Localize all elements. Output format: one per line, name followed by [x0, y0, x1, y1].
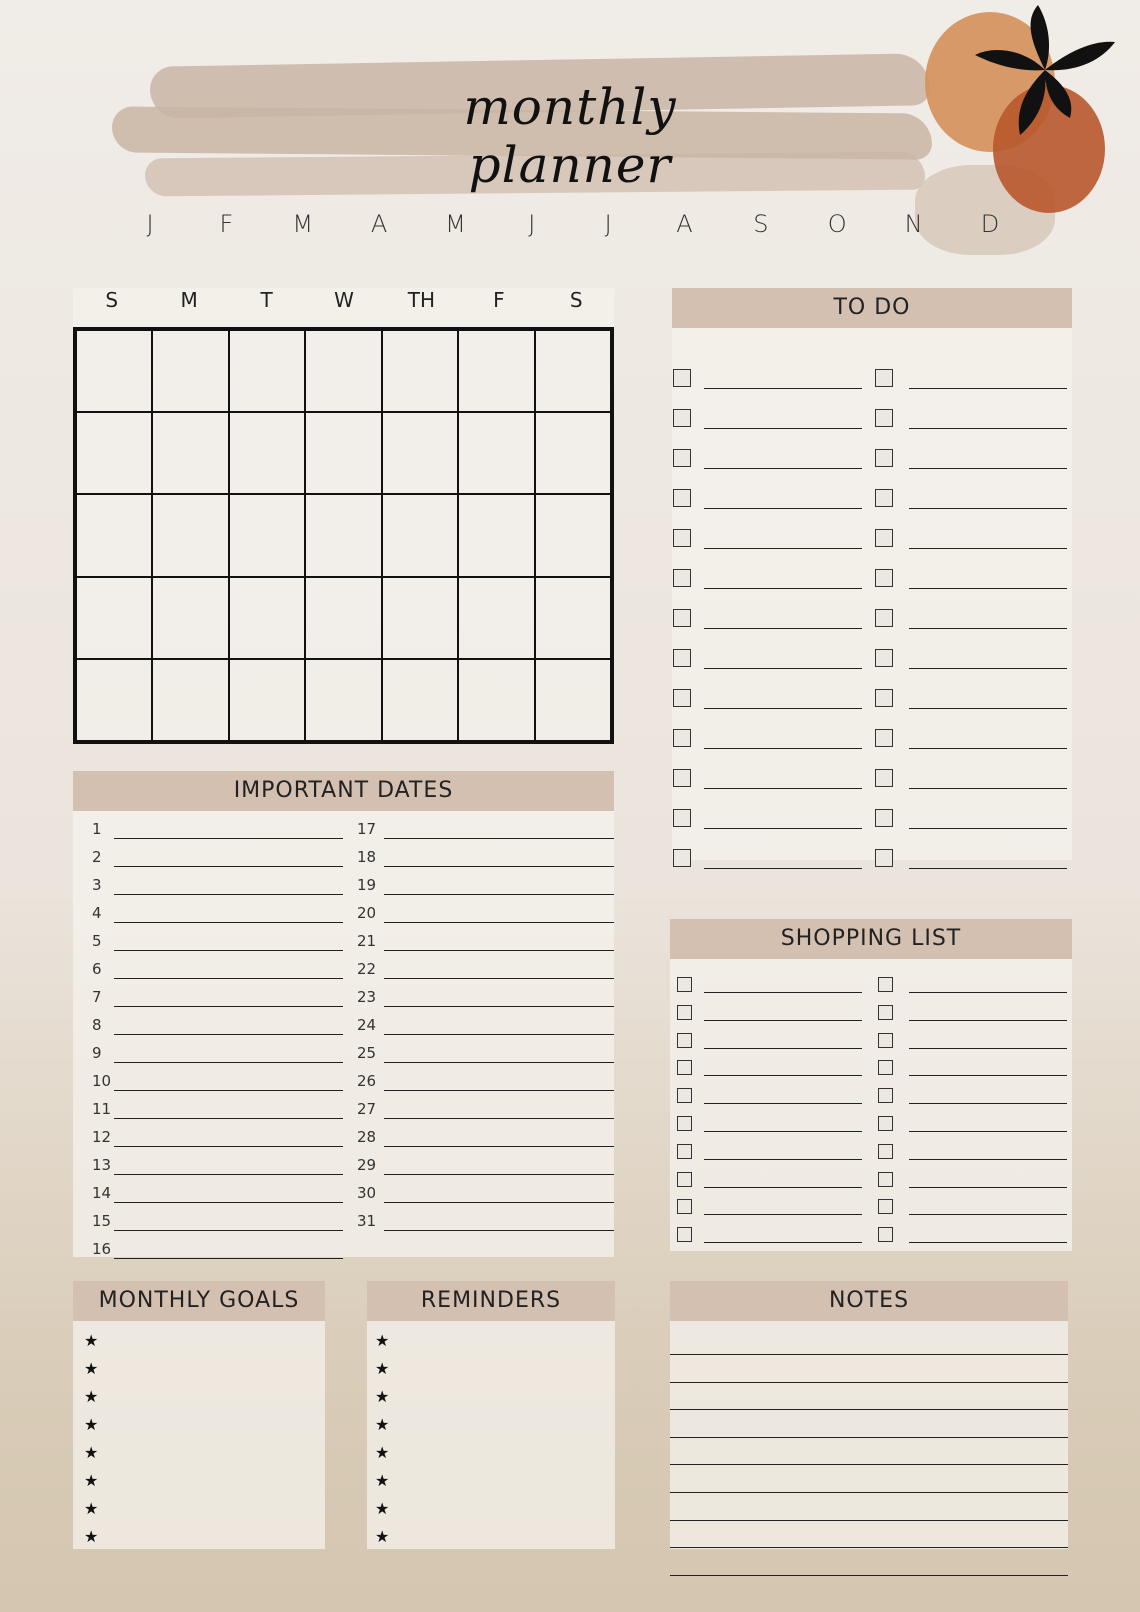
- date-number: 5: [92, 932, 102, 950]
- todo-line[interactable]: [909, 628, 1067, 629]
- calendar-cell[interactable]: [152, 412, 228, 494]
- date-number: 31: [357, 1212, 377, 1230]
- calendar-cell[interactable]: [229, 494, 305, 576]
- reminders-panel: [367, 1321, 615, 1549]
- shopping-checkbox[interactable]: [677, 1033, 692, 1048]
- shopping-line[interactable]: [704, 1075, 862, 1076]
- todo-checkbox[interactable]: [875, 369, 893, 387]
- date-number: 12: [92, 1128, 112, 1146]
- date-number: 4: [92, 904, 102, 922]
- todo-line[interactable]: [704, 468, 862, 469]
- shopping-line[interactable]: [909, 1242, 1067, 1243]
- reminder-star-icon: ★: [375, 1499, 390, 1518]
- date-line[interactable]: [114, 978, 343, 979]
- shopping-checkbox[interactable]: [878, 1060, 893, 1075]
- todo-line[interactable]: [909, 708, 1067, 709]
- month-1[interactable]: J: [146, 210, 154, 238]
- reminder-star-icon: ★: [375, 1387, 390, 1406]
- monthly-goals-header: MONTHLY GOALS: [73, 1281, 325, 1321]
- calendar-cell[interactable]: [152, 494, 228, 576]
- shopping-checkbox[interactable]: [677, 1227, 692, 1242]
- calendar-cell[interactable]: [76, 659, 152, 741]
- notes-line[interactable]: [670, 1520, 1068, 1521]
- todo-panel: [672, 328, 1072, 860]
- todo-line[interactable]: [909, 428, 1067, 429]
- todo-checkbox[interactable]: [673, 729, 691, 747]
- goal-star-icon: ★: [84, 1443, 99, 1462]
- date-number: 18: [357, 848, 377, 866]
- todo-line[interactable]: [704, 748, 862, 749]
- todo-checkbox[interactable]: [673, 369, 691, 387]
- todo-line[interactable]: [704, 828, 862, 829]
- date-number: 22: [357, 960, 377, 978]
- shopping-checkbox[interactable]: [878, 977, 893, 992]
- calendar-cell[interactable]: [76, 412, 152, 494]
- calendar-cell[interactable]: [458, 330, 534, 412]
- date-line[interactable]: [114, 1118, 343, 1119]
- calendar-cell[interactable]: [229, 577, 305, 659]
- goal-star-icon: ★: [84, 1499, 99, 1518]
- shopping-checkbox[interactable]: [677, 1144, 692, 1159]
- calendar-cell[interactable]: [76, 577, 152, 659]
- calendar-cell[interactable]: [305, 577, 381, 659]
- shopping-checkbox[interactable]: [677, 1116, 692, 1131]
- shopping-checkbox[interactable]: [878, 1144, 893, 1159]
- notes-line[interactable]: [670, 1547, 1068, 1548]
- date-line[interactable]: [114, 894, 343, 895]
- notes-line[interactable]: [670, 1464, 1068, 1465]
- todo-line[interactable]: [909, 468, 1067, 469]
- shopping-checkbox[interactable]: [878, 1172, 893, 1187]
- calendar-cell[interactable]: [382, 330, 458, 412]
- todo-checkbox[interactable]: [875, 489, 893, 507]
- shopping-line[interactable]: [909, 1159, 1067, 1160]
- shopping-line[interactable]: [909, 1214, 1067, 1215]
- weekday-label: S: [569, 288, 583, 312]
- shopping-line[interactable]: [704, 1187, 862, 1188]
- date-line[interactable]: [114, 1174, 343, 1175]
- todo-checkbox[interactable]: [875, 649, 893, 667]
- date-number: 19: [357, 876, 377, 894]
- todo-checkbox[interactable]: [875, 609, 893, 627]
- todo-line[interactable]: [704, 508, 862, 509]
- calendar-cell[interactable]: [76, 330, 152, 412]
- goal-star-icon: ★: [84, 1359, 99, 1378]
- calendar-grid[interactable]: [73, 327, 614, 744]
- weekday-header: [73, 288, 615, 312]
- notes-line[interactable]: [670, 1409, 1068, 1410]
- date-number: 6: [92, 960, 102, 978]
- shopping-checkbox[interactable]: [677, 977, 692, 992]
- date-line[interactable]: [384, 950, 614, 951]
- date-line[interactable]: [114, 950, 343, 951]
- todo-line[interactable]: [704, 788, 862, 789]
- calendar-cell[interactable]: [458, 494, 534, 576]
- date-line[interactable]: [384, 1202, 614, 1203]
- date-number: 11: [92, 1100, 112, 1118]
- notes-line[interactable]: [670, 1382, 1068, 1383]
- calendar-cell[interactable]: [535, 577, 611, 659]
- shopping-line[interactable]: [704, 1048, 862, 1049]
- date-line[interactable]: [384, 1146, 614, 1147]
- todo-line[interactable]: [704, 588, 862, 589]
- date-number: 29: [357, 1156, 377, 1174]
- date-line[interactable]: [384, 1174, 614, 1175]
- date-number: 28: [357, 1128, 377, 1146]
- shopping-line[interactable]: [704, 1103, 862, 1104]
- todo-line[interactable]: [704, 668, 862, 669]
- weekday-label: T: [260, 288, 273, 312]
- calendar-cell[interactable]: [535, 494, 611, 576]
- todo-checkbox[interactable]: [875, 409, 893, 427]
- date-number: 30: [357, 1184, 377, 1202]
- weekday-label: S: [105, 288, 119, 312]
- todo-line[interactable]: [909, 828, 1067, 829]
- calendar-cell[interactable]: [458, 659, 534, 741]
- date-line[interactable]: [114, 838, 343, 839]
- notes-line[interactable]: [670, 1437, 1068, 1438]
- shopping-line[interactable]: [909, 1187, 1067, 1188]
- calendar-cell[interactable]: [229, 330, 305, 412]
- calendar-cell[interactable]: [382, 659, 458, 741]
- todo-checkbox[interactable]: [673, 689, 691, 707]
- shopping-line[interactable]: [909, 1103, 1067, 1104]
- shopping-checkbox[interactable]: [677, 1088, 692, 1103]
- todo-line[interactable]: [704, 428, 862, 429]
- shopping-checkbox[interactable]: [677, 1060, 692, 1075]
- important-dates-header: IMPORTANT DATES: [73, 771, 614, 811]
- todo-checkbox[interactable]: [673, 769, 691, 787]
- shopping-checkbox[interactable]: [677, 1005, 692, 1020]
- notes-panel: [670, 1321, 1068, 1549]
- shopping-line[interactable]: [909, 992, 1067, 993]
- calendar-cell[interactable]: [535, 659, 611, 741]
- calendar-cell[interactable]: [305, 659, 381, 741]
- month-5[interactable]: M: [445, 210, 466, 238]
- date-number: 21: [357, 932, 377, 950]
- date-number: 20: [357, 904, 377, 922]
- month-selector: [130, 210, 1010, 238]
- month-8[interactable]: A: [676, 210, 693, 238]
- reminder-star-icon: ★: [375, 1527, 390, 1546]
- calendar-cell[interactable]: [458, 577, 534, 659]
- calendar-cell[interactable]: [152, 577, 228, 659]
- calendar-cell[interactable]: [535, 412, 611, 494]
- date-line[interactable]: [114, 1006, 343, 1007]
- date-line[interactable]: [384, 1006, 614, 1007]
- weekday-label: F: [493, 288, 505, 312]
- calendar-cell[interactable]: [229, 412, 305, 494]
- todo-header: TO DO: [672, 288, 1072, 328]
- goal-star-icon: ★: [84, 1527, 99, 1546]
- date-line[interactable]: [384, 1034, 614, 1035]
- todo-checkbox[interactable]: [875, 689, 893, 707]
- shopping-line[interactable]: [704, 1242, 862, 1243]
- todo-checkbox[interactable]: [673, 489, 691, 507]
- todo-line[interactable]: [909, 548, 1067, 549]
- notes-header: NOTES: [670, 1281, 1068, 1321]
- calendar-cell[interactable]: [535, 330, 611, 412]
- month-7[interactable]: J: [604, 210, 612, 238]
- goal-star-icon: ★: [84, 1387, 99, 1406]
- date-line[interactable]: [384, 1062, 614, 1063]
- date-number: 10: [92, 1072, 112, 1090]
- shopping-line[interactable]: [909, 1048, 1067, 1049]
- shopping-line[interactable]: [909, 1131, 1067, 1132]
- shopping-line[interactable]: [704, 1159, 862, 1160]
- todo-checkbox[interactable]: [673, 449, 691, 467]
- date-line[interactable]: [384, 894, 614, 895]
- date-line[interactable]: [114, 1034, 343, 1035]
- shopping-line[interactable]: [704, 1020, 862, 1021]
- date-line[interactable]: [114, 1202, 343, 1203]
- todo-line[interactable]: [909, 868, 1067, 869]
- shopping-checkbox[interactable]: [878, 1199, 893, 1214]
- shopping-checkbox[interactable]: [878, 1088, 893, 1103]
- shopping-line[interactable]: [909, 1075, 1067, 1076]
- todo-checkbox[interactable]: [875, 729, 893, 747]
- date-number: 17: [357, 820, 377, 838]
- date-line[interactable]: [384, 1230, 614, 1231]
- date-line[interactable]: [384, 922, 614, 923]
- date-line[interactable]: [384, 866, 614, 867]
- todo-checkbox[interactable]: [673, 529, 691, 547]
- date-number: 27: [357, 1100, 377, 1118]
- date-number: 24: [357, 1016, 377, 1034]
- calendar-cell[interactable]: [458, 412, 534, 494]
- date-line[interactable]: [384, 1118, 614, 1119]
- goal-star-icon: ★: [84, 1331, 99, 1350]
- todo-checkbox[interactable]: [673, 649, 691, 667]
- month-12[interactable]: D: [980, 210, 1000, 238]
- reminder-star-icon: ★: [375, 1415, 390, 1434]
- goal-star-icon: ★: [84, 1471, 99, 1490]
- todo-line[interactable]: [909, 748, 1067, 749]
- todo-checkbox[interactable]: [875, 809, 893, 827]
- todo-line[interactable]: [909, 388, 1067, 389]
- shopping-list-header: SHOPPING LIST: [670, 919, 1072, 959]
- todo-checkbox[interactable]: [673, 849, 691, 867]
- date-number: 15: [92, 1212, 112, 1230]
- date-number: 2: [92, 848, 102, 866]
- calendar-cell[interactable]: [382, 412, 458, 494]
- reminder-star-icon: ★: [375, 1331, 390, 1350]
- date-number: 1: [92, 820, 102, 838]
- month-10[interactable]: O: [827, 210, 847, 238]
- todo-line[interactable]: [909, 508, 1067, 509]
- date-line[interactable]: [114, 1230, 343, 1231]
- goal-star-icon: ★: [84, 1415, 99, 1434]
- todo-checkbox[interactable]: [673, 569, 691, 587]
- date-number: 3: [92, 876, 102, 894]
- date-number: 25: [357, 1044, 377, 1062]
- shopping-line[interactable]: [704, 992, 862, 993]
- date-line[interactable]: [114, 866, 343, 867]
- todo-line[interactable]: [704, 868, 862, 869]
- month-6[interactable]: J: [528, 210, 536, 238]
- reminders-header: REMINDERS: [367, 1281, 615, 1321]
- todo-line[interactable]: [704, 708, 862, 709]
- month-2[interactable]: F: [219, 210, 234, 238]
- weekday-label: TH: [407, 288, 436, 312]
- calendar-cell[interactable]: [152, 330, 228, 412]
- todo-line[interactable]: [704, 628, 862, 629]
- month-3[interactable]: M: [292, 210, 314, 238]
- todo-checkbox[interactable]: [673, 609, 691, 627]
- shopping-checkbox[interactable]: [677, 1199, 692, 1214]
- reminder-star-icon: ★: [375, 1471, 390, 1490]
- todo-checkbox[interactable]: [875, 569, 893, 587]
- date-line[interactable]: [114, 1090, 343, 1091]
- calendar-cell[interactable]: [76, 494, 152, 576]
- date-number: 7: [92, 988, 102, 1006]
- shopping-checkbox[interactable]: [878, 1227, 893, 1242]
- reminder-star-icon: ★: [375, 1443, 390, 1462]
- calendar-cell[interactable]: [152, 659, 228, 741]
- todo-checkbox[interactable]: [875, 449, 893, 467]
- date-number: 9: [92, 1044, 102, 1062]
- month-4[interactable]: A: [370, 210, 388, 238]
- calendar-cell[interactable]: [229, 659, 305, 741]
- calendar-cell[interactable]: [305, 412, 381, 494]
- shopping-checkbox[interactable]: [878, 1116, 893, 1131]
- todo-line[interactable]: [704, 548, 862, 549]
- shopping-line[interactable]: [704, 1214, 862, 1215]
- todo-checkbox[interactable]: [875, 769, 893, 787]
- page-title: monthly planner: [463, 78, 677, 194]
- shopping-line[interactable]: [909, 1020, 1067, 1021]
- todo-line[interactable]: [704, 388, 862, 389]
- shopping-checkbox[interactable]: [878, 1005, 893, 1020]
- month-9[interactable]: S: [753, 210, 769, 238]
- todo-checkbox[interactable]: [875, 529, 893, 547]
- notes-line[interactable]: [670, 1492, 1068, 1493]
- date-line[interactable]: [384, 838, 614, 839]
- reminder-star-icon: ★: [375, 1359, 390, 1378]
- leaf-icon: [970, 0, 1120, 150]
- todo-line[interactable]: [909, 588, 1067, 589]
- todo-checkbox[interactable]: [875, 849, 893, 867]
- calendar-cell[interactable]: [305, 494, 381, 576]
- weekday-label: M: [180, 288, 198, 312]
- notes-line[interactable]: [670, 1354, 1068, 1355]
- monthly-goals-panel: [73, 1321, 325, 1549]
- notes-line[interactable]: [670, 1575, 1068, 1576]
- date-line[interactable]: [114, 1062, 343, 1063]
- date-line[interactable]: [114, 1146, 343, 1147]
- date-line[interactable]: [384, 978, 614, 979]
- calendar-cell[interactable]: [382, 494, 458, 576]
- date-line[interactable]: [114, 922, 343, 923]
- date-number: 16: [92, 1240, 112, 1258]
- calendar-cell[interactable]: [382, 577, 458, 659]
- shopping-checkbox[interactable]: [677, 1172, 692, 1187]
- date-line[interactable]: [114, 1258, 343, 1259]
- month-11[interactable]: N: [904, 210, 923, 238]
- shopping-checkbox[interactable]: [878, 1033, 893, 1048]
- date-line[interactable]: [384, 1090, 614, 1091]
- weekday-label: W: [334, 288, 354, 312]
- date-number: 23: [357, 988, 377, 1006]
- date-number: 13: [92, 1156, 112, 1174]
- todo-line[interactable]: [909, 668, 1067, 669]
- date-number: 8: [92, 1016, 102, 1034]
- shopping-line[interactable]: [704, 1131, 862, 1132]
- todo-line[interactable]: [909, 788, 1067, 789]
- calendar-cell[interactable]: [305, 330, 381, 412]
- todo-checkbox[interactable]: [673, 809, 691, 827]
- shopping-list-panel: [670, 959, 1072, 1251]
- date-number: 14: [92, 1184, 112, 1202]
- date-number: 26: [357, 1072, 377, 1090]
- todo-checkbox[interactable]: [673, 409, 691, 427]
